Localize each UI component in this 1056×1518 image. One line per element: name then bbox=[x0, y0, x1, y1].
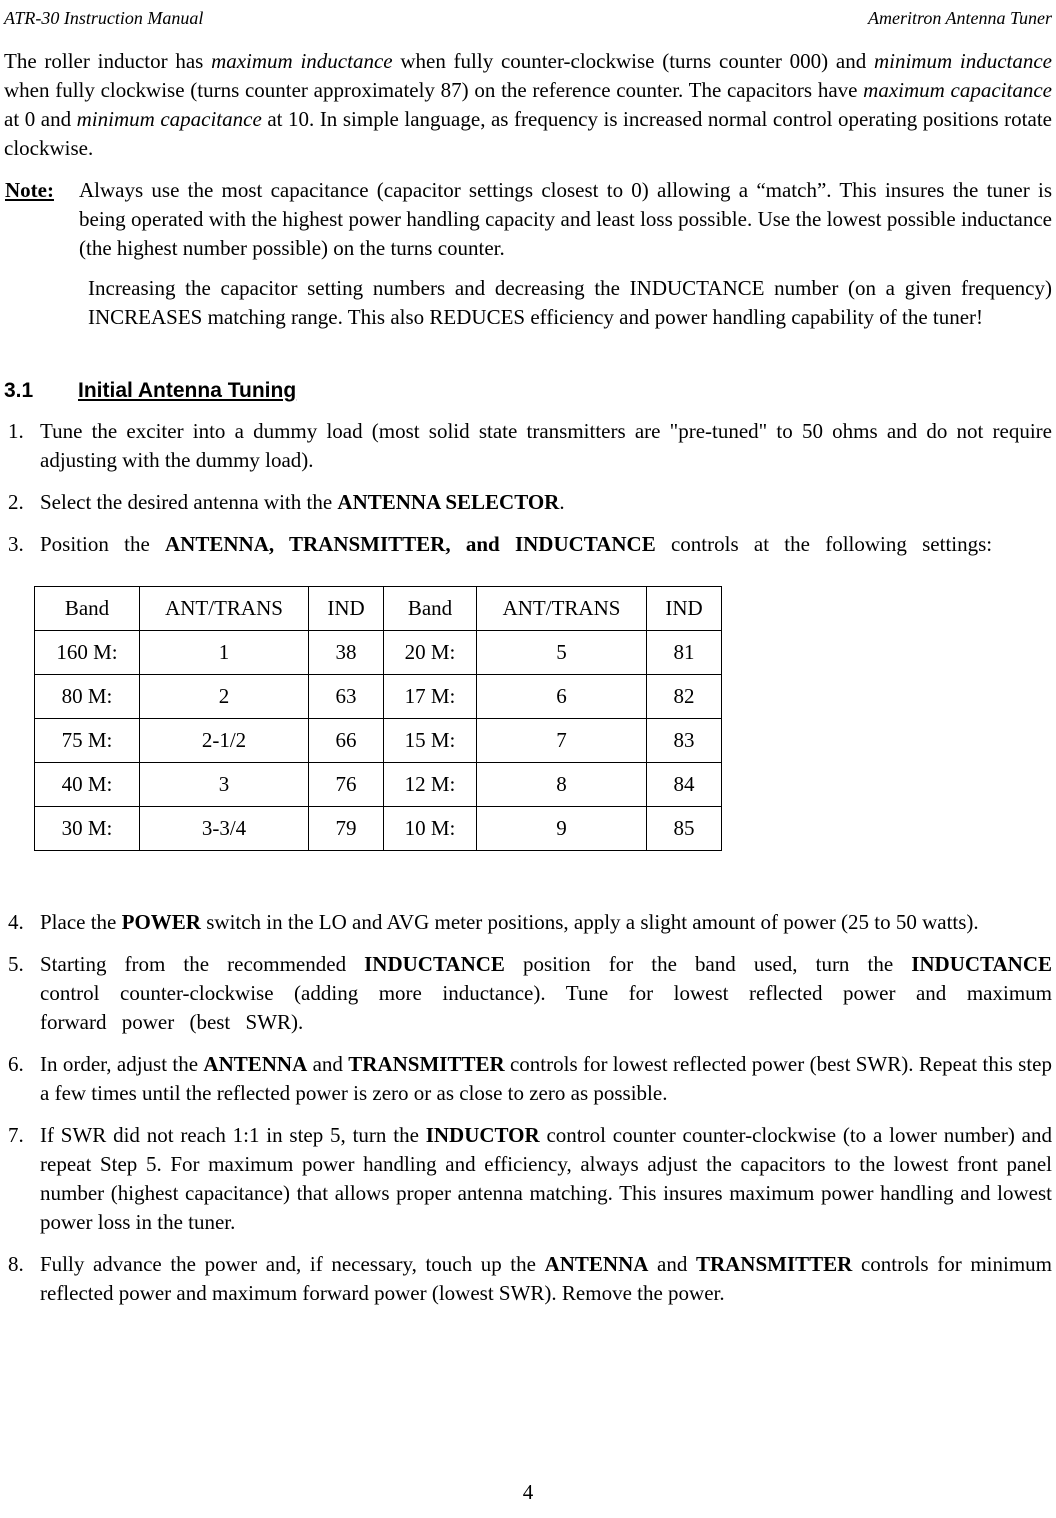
column-header: ANT/TRANS bbox=[477, 587, 647, 631]
manual-title: ATR-30 Instruction Manual bbox=[4, 8, 204, 28]
table-header-row bbox=[35, 587, 722, 631]
step-item bbox=[4, 908, 1052, 937]
step-bold: POWER bbox=[121, 910, 201, 934]
step-bold: ANTENNA, TRANSMITTER, and INDUCTANCE bbox=[165, 532, 656, 556]
table-row bbox=[35, 719, 722, 763]
page-footer bbox=[0, 1478, 1056, 1507]
table-cell: 82 bbox=[647, 675, 722, 719]
step-text: . bbox=[559, 490, 565, 514]
step-text: switch in the LO and AVG meter positions, apply a slight amount of power (25 to 50 watts). bbox=[200, 910, 979, 934]
table-cell: 76 bbox=[309, 763, 384, 807]
table-cell: 6 bbox=[477, 675, 647, 719]
step-bold: INDUCTANCE bbox=[364, 952, 505, 976]
section-heading bbox=[4, 376, 1052, 405]
intro-text: The roller inductor has bbox=[4, 49, 212, 73]
step-bold: ANTENNA bbox=[203, 1052, 308, 1076]
table-cell: 12 M: bbox=[384, 763, 477, 807]
table-cell: 8 bbox=[477, 763, 647, 807]
table-cell: 83 bbox=[647, 719, 722, 763]
band-settings-table bbox=[34, 586, 722, 851]
step-item bbox=[4, 488, 1052, 517]
table-cell: 2-1/2 bbox=[140, 719, 309, 763]
table-row bbox=[35, 807, 722, 851]
step-bold: INDUCTANCE bbox=[911, 952, 1052, 976]
intro-emphasis: maximum inductance bbox=[211, 49, 393, 73]
table-row bbox=[35, 675, 722, 719]
step-text: position for the band used, turn the bbox=[504, 952, 912, 976]
step-item bbox=[4, 1121, 1052, 1237]
step-bold: TRANSMITTER bbox=[348, 1052, 505, 1076]
step-text: In order, adjust the bbox=[40, 1052, 204, 1076]
step-number: 2. bbox=[8, 490, 24, 514]
table-cell: 66 bbox=[309, 719, 384, 763]
note-text: Always use the most capacitance (capacitor settings closest to 0) allowing a “match”. This insures the tuner is being operated with the highest power handling capacity and least loss possible. Use the lowest possible inductance (the highest number possible) on the turns counter. bbox=[79, 178, 1052, 260]
step-bold: TRANSMITTER bbox=[695, 1252, 853, 1276]
intro-text: when fully clockwise (turns counter approximately 87) on the reference counter. The capacitors have bbox=[4, 78, 864, 102]
table-cell: 30 M: bbox=[35, 807, 140, 851]
intro-text: at 0 and bbox=[4, 107, 77, 131]
intro-text: at 10. In simple language, as frequency is increased normal control operating positions rotate clockwise. bbox=[4, 107, 1052, 160]
step-item bbox=[4, 1250, 1052, 1308]
step-text: controls for minimum reflected power and maximum forward power (lowest SWR). Remove the power. bbox=[40, 1252, 1052, 1305]
step-number: 3. bbox=[8, 532, 24, 556]
table-cell: 81 bbox=[647, 631, 722, 675]
table-cell: 15 M: bbox=[384, 719, 477, 763]
step-item bbox=[4, 950, 1052, 1037]
step-number: 4. bbox=[8, 910, 24, 934]
step-text: Select the desired antenna with the bbox=[40, 490, 338, 514]
steps-list-a bbox=[4, 417, 1052, 559]
page-content bbox=[4, 47, 1052, 1321]
section-number: 3.1 bbox=[4, 379, 34, 402]
table-cell: 9 bbox=[477, 807, 647, 851]
table-cell: 3 bbox=[140, 763, 309, 807]
table-cell: 160 M: bbox=[35, 631, 140, 675]
step-bold: INDUCTOR bbox=[425, 1123, 540, 1147]
step-number: 8. bbox=[8, 1252, 24, 1276]
table-cell: 79 bbox=[309, 807, 384, 851]
table-cell: 7 bbox=[477, 719, 647, 763]
steps-list-b bbox=[4, 908, 1052, 1308]
intro-emphasis: maximum capacitance bbox=[863, 78, 1052, 102]
step-item bbox=[4, 417, 1052, 475]
intro-emphasis: minimum inductance bbox=[873, 49, 1052, 73]
note-label: Note: bbox=[5, 178, 54, 202]
column-header: Band bbox=[35, 587, 140, 631]
column-header: Band bbox=[384, 587, 477, 631]
page-header bbox=[4, 4, 1052, 30]
table-cell: 2 bbox=[140, 675, 309, 719]
table-cell: 85 bbox=[647, 807, 722, 851]
step-number: 1. bbox=[8, 419, 24, 443]
note-warning: Increasing the capacitor setting numbers and decreasing the INDUCTANCE number (on a given frequency) INCREASES matching range. This also REDUCES efficiency and power handling capability of the tuner! bbox=[88, 276, 1052, 329]
page-number: 4 bbox=[522, 1480, 534, 1504]
table-cell: 10 M: bbox=[384, 807, 477, 851]
table-cell: 3-3/4 bbox=[140, 807, 309, 851]
product-title: Ameritron Antenna Tuner bbox=[868, 8, 1052, 28]
step-number: 5. bbox=[8, 952, 24, 976]
step-text: Fully advance the power and, if necessary, touch up the bbox=[40, 1252, 545, 1276]
table-cell: 75 M: bbox=[35, 719, 140, 763]
table-cell: 40 M: bbox=[35, 763, 140, 807]
step-text: Tune the exciter into a dummy load (most solid state transmitters are "pre-tuned" to 50 ohms and do not require adjusting with the dummy load). bbox=[40, 419, 1052, 472]
step-text: control counter counter-clockwise (to a lower number) and repeat Step 5. For maximum power handling and efficiency, always adjust the capacitors to the lowest front panel number (highest capacitance) that allows proper antenna matching. This insures maximum power handling and lowest power loss in the tuner. bbox=[40, 1123, 1052, 1234]
step-item bbox=[4, 530, 1052, 559]
step-number: 6. bbox=[8, 1052, 24, 1076]
table-row bbox=[35, 631, 722, 675]
intro-text: when fully counter-clockwise (turns counter 000) and bbox=[392, 49, 874, 73]
table-cell: 38 bbox=[309, 631, 384, 675]
column-header: ANT/TRANS bbox=[140, 587, 309, 631]
intro-paragraph bbox=[4, 47, 1052, 163]
step-text: Starting from the recommended bbox=[40, 952, 365, 976]
step-text: and bbox=[648, 1252, 696, 1276]
table-cell: 17 M: bbox=[384, 675, 477, 719]
table-cell: 5 bbox=[477, 631, 647, 675]
step-number: 7. bbox=[8, 1123, 24, 1147]
step-text: Place the bbox=[40, 910, 122, 934]
step-bold: ANTENNA bbox=[544, 1252, 649, 1276]
table-cell: 80 M: bbox=[35, 675, 140, 719]
step-bold: ANTENNA SELECTOR bbox=[337, 490, 560, 514]
step-text: controls for lowest reflected power (best SWR). Repeat this step a few times until the reflected power is zero or as close to zero as possible. bbox=[40, 1052, 1052, 1105]
section-title: Initial Antenna Tuning bbox=[78, 379, 297, 402]
note-block bbox=[4, 176, 1052, 263]
column-header: IND bbox=[309, 587, 384, 631]
step-text: and bbox=[307, 1052, 349, 1076]
table-cell: 84 bbox=[647, 763, 722, 807]
step-text: Position the bbox=[40, 532, 166, 556]
column-header: IND bbox=[647, 587, 722, 631]
table-cell: 1 bbox=[140, 631, 309, 675]
table-row bbox=[35, 763, 722, 807]
step-text: controls at the following settings: bbox=[655, 532, 993, 556]
step-item bbox=[4, 1050, 1052, 1108]
table-cell: 20 M: bbox=[384, 631, 477, 675]
intro-emphasis: minimum capacitance bbox=[76, 107, 262, 131]
step-text: If SWR did not reach 1:1 in step 5, turn the bbox=[40, 1123, 426, 1147]
step-text: control counter-clockwise (adding more inductance). Tune for lowest reflected power and maximum forward power (best SWR). bbox=[40, 981, 1052, 1034]
table-cell: 63 bbox=[309, 675, 384, 719]
